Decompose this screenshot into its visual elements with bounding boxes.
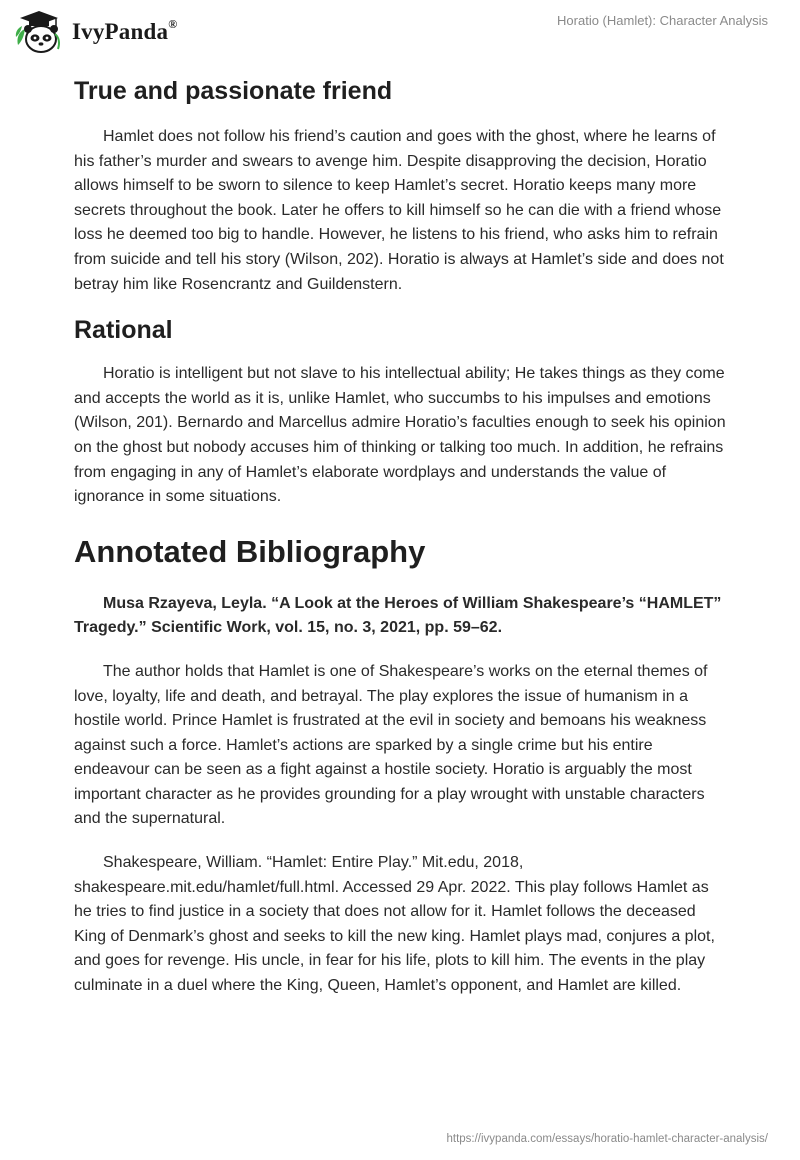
ivypanda-logo[interactable] (14, 8, 177, 56)
logo-wordmark: IvyPanda® (72, 17, 178, 44)
section-heading-bibliography: Annotated Bibliography (74, 533, 426, 569)
bibliography-entry-2: Shakespeare, William. “Hamlet: Entire Play.” Mit.edu, 2018, shakespeare.mit.edu/hamlet/full.html. Accessed 29 Apr. 2022. This play follows Hamlet as he tries to find justice in a society that does not allow for it. Hamlet follows the deceased King of Denmark’s ghost and seeks to kill the new king. Hamlet plays mad, conjures a plot, and goes for revenge. His uncle, in fear for his life, plots to kill him. The events in the play culminate in a duel where the King, Queen, Hamlet’s opponent, and Hamlet are killed. (74, 854, 715, 995)
section-heading-friend: True and passionate friend (74, 77, 393, 105)
document-title: Horatio (Hamlet): Character Analysis (557, 13, 768, 28)
page-header (0, 0, 800, 62)
panda-graduation-icon (14, 9, 64, 55)
source-url[interactable]: https://ivypanda.com/essays/horatio-hamlet-character-analysis/ (446, 1133, 768, 1145)
section-heading-rational: Rational (74, 316, 173, 345)
paragraph-friend: Hamlet does not follow his friend’s caution and goes with the ghost, where he learns of his father’s murder and swears to avenge him. Despite disapproving the decision, Horatio allows himself to be sworn to silence to keep Hamlet’s secret. Horatio keeps many more secrets throughout the book. Later he offers to kill himself so he can die with a friend whose loss he deemed too big to handle. However, he listens to his friend, who asks him to refrain from suicide and tell his story (Wilson, 202). Horatio is always at Hamlet’s side and does not betray him like Rosencrantz and Guildenstern. (74, 128, 724, 293)
bibliography-entry-1-citation: Musa Rzayeva, Leyla. “A Look at the Heroes of William Shakespeare’s “HAMLET” Tragedy.” Scientific Work, vol. 15, no. 3, 2021, pp. 59–62. (74, 594, 722, 637)
bibliography-entry-1-annotation: The author holds that Hamlet is one of Shakespeare’s works on the eternal themes of love, loyalty, life and death, and betrayal. The play explores the issue of humanism in a hostile world. Prince Hamlet is frustrated at the evil in society and bemoans his weakness against such a force. Hamlet’s actions are sparked by a single crime but his entire endeavour can be seen as a fight against a hostile society. Horatio is arguably the most important character as he provides grounding for a play wrought with unstable characters and the supernatural. (74, 662, 708, 828)
paragraph-rational: Horatio is intelligent but not slave to his intellectual ability; He takes things as they come and accepts the world as it is, unlike Hamlet, who succumbs to his impulses and emotions (Wilson, 201). Bernardo and Marcellus admire Horatio’s faculties enough to seek his opinion on the ghost but nobody accuses him of thinking or talking too much. In addition, he refrains from engaging in any of Hamlet’s elaborate wordplays and understands the value of ignorance in some situations. (74, 365, 726, 506)
essay-content (74, 70, 728, 999)
